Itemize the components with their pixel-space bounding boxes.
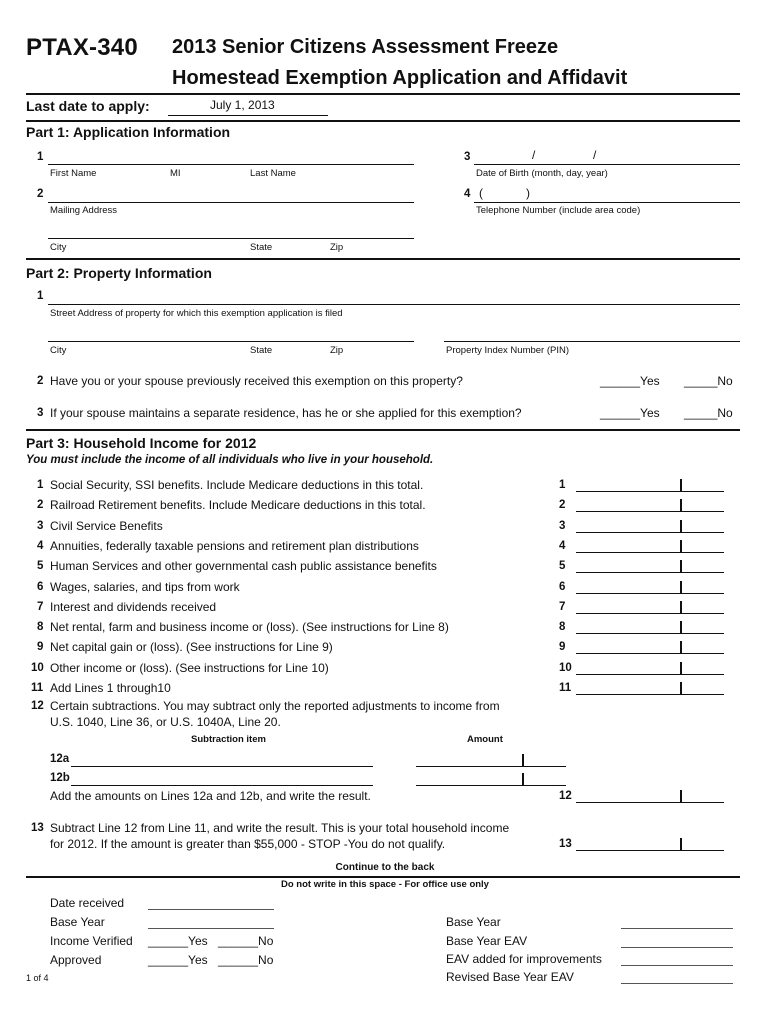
office-use-note: Do not write in this space - For office use only [281, 879, 489, 890]
form-title-line1: 2013 Senior Citizens Assessment Freeze [172, 36, 559, 58]
cents-divider [522, 754, 524, 766]
q2-no[interactable]: _____No [684, 374, 733, 388]
dob-label: Date of Birth (month, day, year) [476, 168, 608, 179]
cents-divider [680, 520, 682, 532]
approved-label: Approved [50, 953, 102, 967]
income-line-text: Other income or (loss). (See instructions for Line 10) [50, 661, 329, 675]
income-line-text: Social Security, SSI benefits. Include Medicare deductions in this total. [50, 478, 424, 492]
line12a-amount-field[interactable] [416, 766, 566, 767]
line13-text1: Subtract Line 12 from Line 11, and write the result. This is your total household income [50, 821, 510, 835]
p1-line3-num: 3 [464, 151, 471, 163]
cents-divider [680, 641, 682, 653]
line12-num: 12 [31, 700, 44, 712]
approved-no[interactable]: ______No [218, 953, 274, 967]
zip-label: Zip [330, 242, 344, 253]
revised-eav-label: Revised Base Year EAV [446, 970, 574, 984]
last-date-label: Last date to apply: [26, 98, 150, 114]
income-amount-field[interactable] [576, 633, 724, 634]
income-line-ref: 1 [559, 479, 566, 491]
last-date-value: July 1, 2013 [210, 98, 275, 112]
street-address-field[interactable] [48, 304, 740, 305]
income-line-ref: 9 [559, 641, 566, 653]
cents-divider [680, 499, 682, 511]
income-line-num: 4 [37, 540, 44, 552]
form-title-line2: Homestead Exemption Application and Affidavit [172, 67, 628, 89]
eav-added-field[interactable] [621, 965, 733, 966]
header-rule [26, 93, 740, 95]
date-received-field[interactable] [148, 909, 274, 910]
income-line-text: Civil Service Benefits [50, 519, 163, 533]
line12-text2: U.S. 1040, Line 36, or U.S. 1040A, Line 20. [50, 715, 281, 729]
line13-num: 13 [31, 822, 44, 834]
part3-subtitle: You must include the income of all individuals who live in your household. [26, 454, 434, 466]
income-amount-field[interactable] [576, 694, 724, 695]
income-amount-field[interactable] [576, 532, 724, 533]
income-amount-field[interactable] [576, 491, 724, 492]
divider [26, 258, 740, 260]
income-line-ref: 10 [559, 662, 572, 674]
income-line-num: 11 [31, 682, 44, 694]
city-state-zip-field[interactable] [48, 238, 414, 239]
p2-q3-num: 3 [37, 407, 44, 419]
income-amount-field[interactable] [576, 674, 724, 675]
income-line-num: 5 [37, 560, 44, 572]
line12a-label: 12a [50, 753, 70, 765]
income-amount-field[interactable] [576, 613, 724, 614]
q3-no[interactable]: _____No [684, 406, 733, 420]
phone-paren: ( [479, 186, 483, 200]
p2-line1-num: 1 [37, 290, 44, 302]
part2-title: Part 2: Property Information [26, 265, 212, 281]
city-label: City [50, 345, 67, 356]
income-line-ref: 2 [559, 499, 566, 511]
city-label: City [50, 242, 67, 253]
income-line-ref: 6 [559, 581, 566, 593]
amount-label: Amount [467, 734, 503, 745]
street-address-label: Street Address of property for which this exemption application is filed [50, 308, 343, 319]
base-year-eav-label: Base Year EAV [446, 934, 528, 948]
line12b-item-field[interactable] [71, 785, 373, 786]
cents-divider [680, 540, 682, 552]
income-line-ref: 3 [559, 520, 566, 532]
p2-q2-text: Have you or your spouse previously received this exemption on this property? [50, 374, 463, 388]
cents-divider [680, 560, 682, 572]
mailing-address-label: Mailing Address [50, 205, 118, 216]
part3-title: Part 3: Household Income for 2012 [26, 435, 257, 451]
mailing-address-field[interactable] [48, 202, 414, 203]
income-amount-field[interactable] [576, 552, 724, 553]
income-line-text: Interest and dividends received [50, 600, 217, 614]
dob-slash: / [532, 148, 536, 162]
income-line-ref: 8 [559, 621, 566, 633]
date-received-label: Date received [50, 896, 125, 910]
divider [26, 876, 740, 878]
phone-label: Telephone Number (include area code) [476, 205, 641, 216]
income-line-text: Human Services and other governmental cash public assistance benefits [50, 559, 437, 573]
phone-field[interactable] [474, 202, 740, 203]
p1-line4-num: 4 [464, 188, 471, 200]
page-number: 1 of 4 [26, 973, 49, 983]
mi-label: MI [170, 168, 181, 179]
p2-q3-text: If your spouse maintains a separate residence, has he or she applied for this exemption? [50, 406, 522, 420]
income-line-num: 3 [37, 520, 44, 532]
line12a-item-field[interactable] [71, 766, 373, 767]
p1-line2-num: 2 [37, 188, 44, 200]
base-year-eav-field[interactable] [621, 947, 733, 948]
part1-title: Part 1: Application Information [26, 124, 231, 140]
last-date-field[interactable] [168, 115, 328, 116]
revised-eav-field[interactable] [621, 983, 733, 984]
base-year-right-label: Base Year [446, 915, 501, 929]
income-line-num: 1 [37, 479, 44, 491]
q2-yes[interactable]: ______Yes [600, 374, 660, 388]
divider [26, 120, 740, 122]
income-line-text: Net rental, farm and business income or (loss). (See instructions for Line 8) [50, 620, 449, 634]
pin-label: Property Index Number (PIN) [446, 345, 570, 356]
q3-yes[interactable]: ______Yes [600, 406, 660, 420]
income-line-num: 2 [37, 499, 44, 511]
p1-line1-num: 1 [37, 151, 44, 163]
dob-field[interactable] [474, 164, 740, 165]
state-label: State [250, 242, 273, 253]
cents-divider [680, 838, 682, 850]
income-amount-field[interactable] [576, 572, 724, 573]
cents-divider [680, 662, 682, 674]
line13-text2: for 2012. If the amount is greater than $55,000 - STOP -You do not qualify. [50, 837, 446, 851]
income-line-num: 6 [37, 581, 44, 593]
line12b-label: 12b [50, 772, 70, 784]
dob-slash: / [593, 148, 597, 162]
phone-paren: ) [526, 186, 530, 200]
pin-field[interactable] [444, 341, 740, 342]
cents-divider [522, 773, 524, 785]
income-amount-field[interactable] [576, 653, 724, 654]
income-verified-no[interactable]: ______No [218, 934, 274, 948]
income-line-num: 7 [37, 601, 44, 613]
income-line-ref: 4 [559, 540, 566, 552]
property-city-field[interactable] [48, 341, 414, 342]
eav-added-label: EAV added for improvements [446, 952, 602, 966]
continue-note: Continue to the back [335, 862, 435, 873]
line12-text1: Certain subtractions. You may subtract only the reported adjustments to income from [50, 699, 500, 713]
line13-ref: 13 [559, 838, 572, 850]
cents-divider [680, 790, 682, 802]
line13-amount-field[interactable] [576, 850, 724, 851]
income-line-num: 9 [37, 641, 44, 653]
income-line-text: Wages, salaries, and tips from work [50, 580, 240, 594]
cents-divider [680, 601, 682, 613]
base-year-label: Base Year [50, 915, 105, 929]
income-line-text: Net capital gain or (loss). (See instructions for Line 9) [50, 640, 333, 654]
line12-add-text: Add the amounts on Lines 12a and 12b, and write the result. [50, 789, 371, 803]
income-line-num: 8 [37, 621, 44, 633]
form-id: PTAX-340 [26, 34, 138, 61]
income-amount-field[interactable] [576, 511, 724, 512]
line12-amount-field[interactable] [576, 802, 724, 803]
base-year-field[interactable] [148, 928, 274, 929]
approved-yes[interactable]: ______Yes [148, 953, 208, 967]
state-label: State [250, 345, 273, 356]
income-verified-label: Income Verified [50, 934, 133, 948]
cents-divider [680, 581, 682, 593]
income-line-ref: 7 [559, 601, 566, 613]
income-verified-yes[interactable]: ______Yes [148, 934, 208, 948]
subtraction-item-label: Subtraction item [191, 734, 266, 745]
line12b-amount-field[interactable] [416, 785, 566, 786]
base-year-right-field[interactable] [621, 928, 733, 929]
income-line-ref: 5 [559, 560, 566, 572]
first-name-label: First Name [50, 168, 97, 179]
cents-divider [680, 479, 682, 491]
cents-divider [680, 682, 682, 694]
zip-label: Zip [330, 345, 344, 356]
income-line-text: Railroad Retirement benefits. Include Medicare deductions in this total. [50, 498, 426, 512]
divider [26, 429, 740, 431]
last-name-label: Last Name [250, 168, 296, 179]
income-amount-field[interactable] [576, 593, 724, 594]
income-line-text: Add Lines 1 through10 [50, 681, 171, 695]
income-line-ref: 11 [559, 682, 572, 694]
cents-divider [680, 621, 682, 633]
name-field[interactable] [48, 164, 414, 165]
line12-ref: 12 [559, 790, 572, 802]
income-line-num: 10 [31, 662, 44, 674]
p2-q2-num: 2 [37, 375, 44, 387]
income-line-text: Annuities, federally taxable pensions and retirement plan distributions [50, 539, 419, 553]
